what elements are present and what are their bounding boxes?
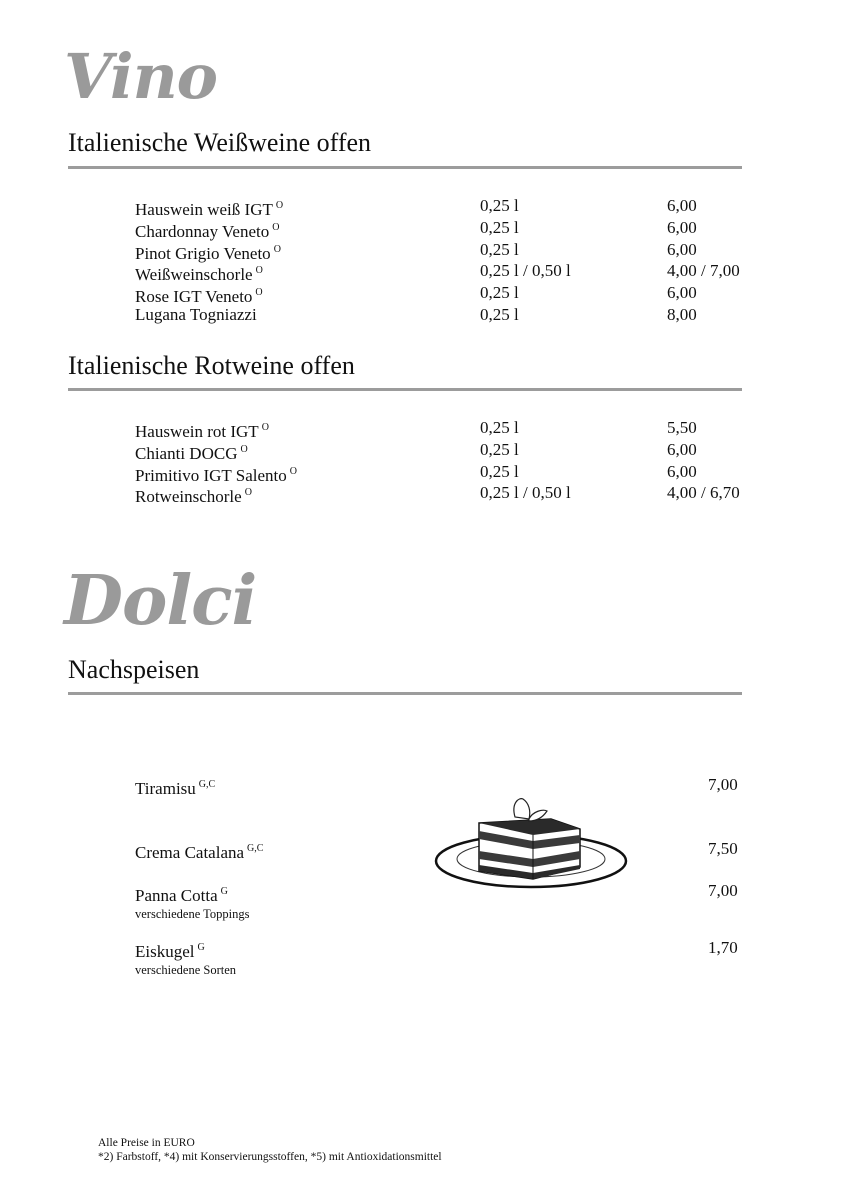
item-price: 6,00	[667, 239, 697, 259]
dessert-item	[135, 938, 236, 978]
menu-row	[135, 217, 775, 239]
dessert-item	[135, 882, 250, 922]
vino-title: Vino	[64, 40, 217, 113]
price-currency-note: Alle Preise in EURO	[98, 1137, 195, 1149]
item-volume: 0,25 l	[480, 239, 519, 259]
dessert-item	[135, 775, 215, 799]
white-wine-list	[135, 195, 775, 326]
item-volume: 0,25 l	[480, 217, 519, 237]
item-name: Hauswein rot IGT $^O$	[135, 422, 269, 441]
item-price: 6,00	[667, 217, 697, 237]
menu-row	[135, 260, 775, 285]
item-name: Chianti DOCG $^O$	[135, 443, 248, 463]
dessert-heading: Nachspeisen	[68, 655, 200, 684]
item-volume: 0,25 l	[480, 418, 519, 437]
item-name: Rose IGT Veneto $^O$	[135, 287, 263, 307]
item-name: Weißweinschorle $^O$	[135, 265, 263, 285]
item-name: Pinot Grigio Veneto $^O$	[135, 243, 281, 263]
item-price: 6,00	[667, 461, 697, 481]
menu-row	[135, 304, 775, 326]
dessert-name: Tiramisu $^{G,C}$	[135, 779, 216, 798]
dessert-name: Eiskugel $^G$	[135, 942, 205, 961]
item-price: 5,50	[667, 418, 697, 437]
white-wine-heading: Italienische Weißweine offen	[68, 128, 372, 157]
dolci-title: Dolci	[64, 561, 257, 641]
item-name: Lugana Togniazzi	[135, 304, 257, 324]
item-volume: 0,25 l	[480, 304, 519, 324]
item-price: 6,00	[667, 283, 697, 303]
item-volume: 0,25 l / 0,50 l	[480, 483, 571, 503]
dessert-price: 7,00	[708, 881, 738, 900]
item-volume: 0,25 l	[480, 196, 519, 215]
item-price: 6,00	[667, 196, 697, 215]
footer-notes	[98, 1136, 442, 1164]
menu-row	[135, 417, 775, 439]
item-name: Hauswein weiß IGT $^O$	[135, 200, 284, 219]
item-price: 6,00	[667, 439, 697, 459]
dessert-price: 7,50	[708, 839, 738, 858]
red-wine-list	[135, 417, 775, 507]
menu-row	[135, 195, 775, 217]
item-volume: 0,25 l / 0,50 l	[480, 261, 571, 281]
menu-row	[135, 239, 775, 261]
tiramisu-illustration-icon	[433, 793, 629, 891]
item-name: Primitivo IGT Salento $^O$	[135, 465, 297, 485]
dessert-name: Panna Cotta $^G$	[135, 886, 228, 905]
menu-row	[135, 461, 775, 483]
item-price: 4,00 / 6,70	[667, 483, 740, 503]
menu-row	[135, 282, 775, 307]
dessert-item	[135, 839, 263, 863]
item-volume: 0,25 l	[480, 461, 519, 481]
item-name: Chardonnay Veneto $^O$	[135, 221, 280, 241]
item-price: 8,00	[667, 304, 697, 324]
dessert-price: 1,70	[708, 938, 738, 957]
divider	[68, 692, 742, 695]
menu-row	[135, 482, 775, 507]
red-wine-heading: Italienische Rotweine offen	[68, 351, 355, 380]
dessert-description: verschiedene Sorten	[135, 963, 237, 977]
divider	[68, 166, 742, 169]
item-volume: 0,25 l	[480, 439, 519, 459]
item-name: Rotweinschorle $^O$	[135, 487, 252, 507]
item-volume: 0,25 l	[480, 283, 519, 303]
divider	[68, 388, 742, 391]
item-price: 4,00 / 7,00	[667, 261, 740, 281]
dessert-description: verschiedene Toppings	[135, 907, 250, 921]
dessert-price: 7,00	[708, 775, 738, 794]
dessert-name: Crema Catalana $^{G,C}$	[135, 843, 264, 862]
menu-row	[135, 439, 775, 461]
additives-note: *2) Farbstoff, *4) mit Konservierungsstoffen, *5) mit Antioxidationsmittel	[98, 1151, 442, 1163]
